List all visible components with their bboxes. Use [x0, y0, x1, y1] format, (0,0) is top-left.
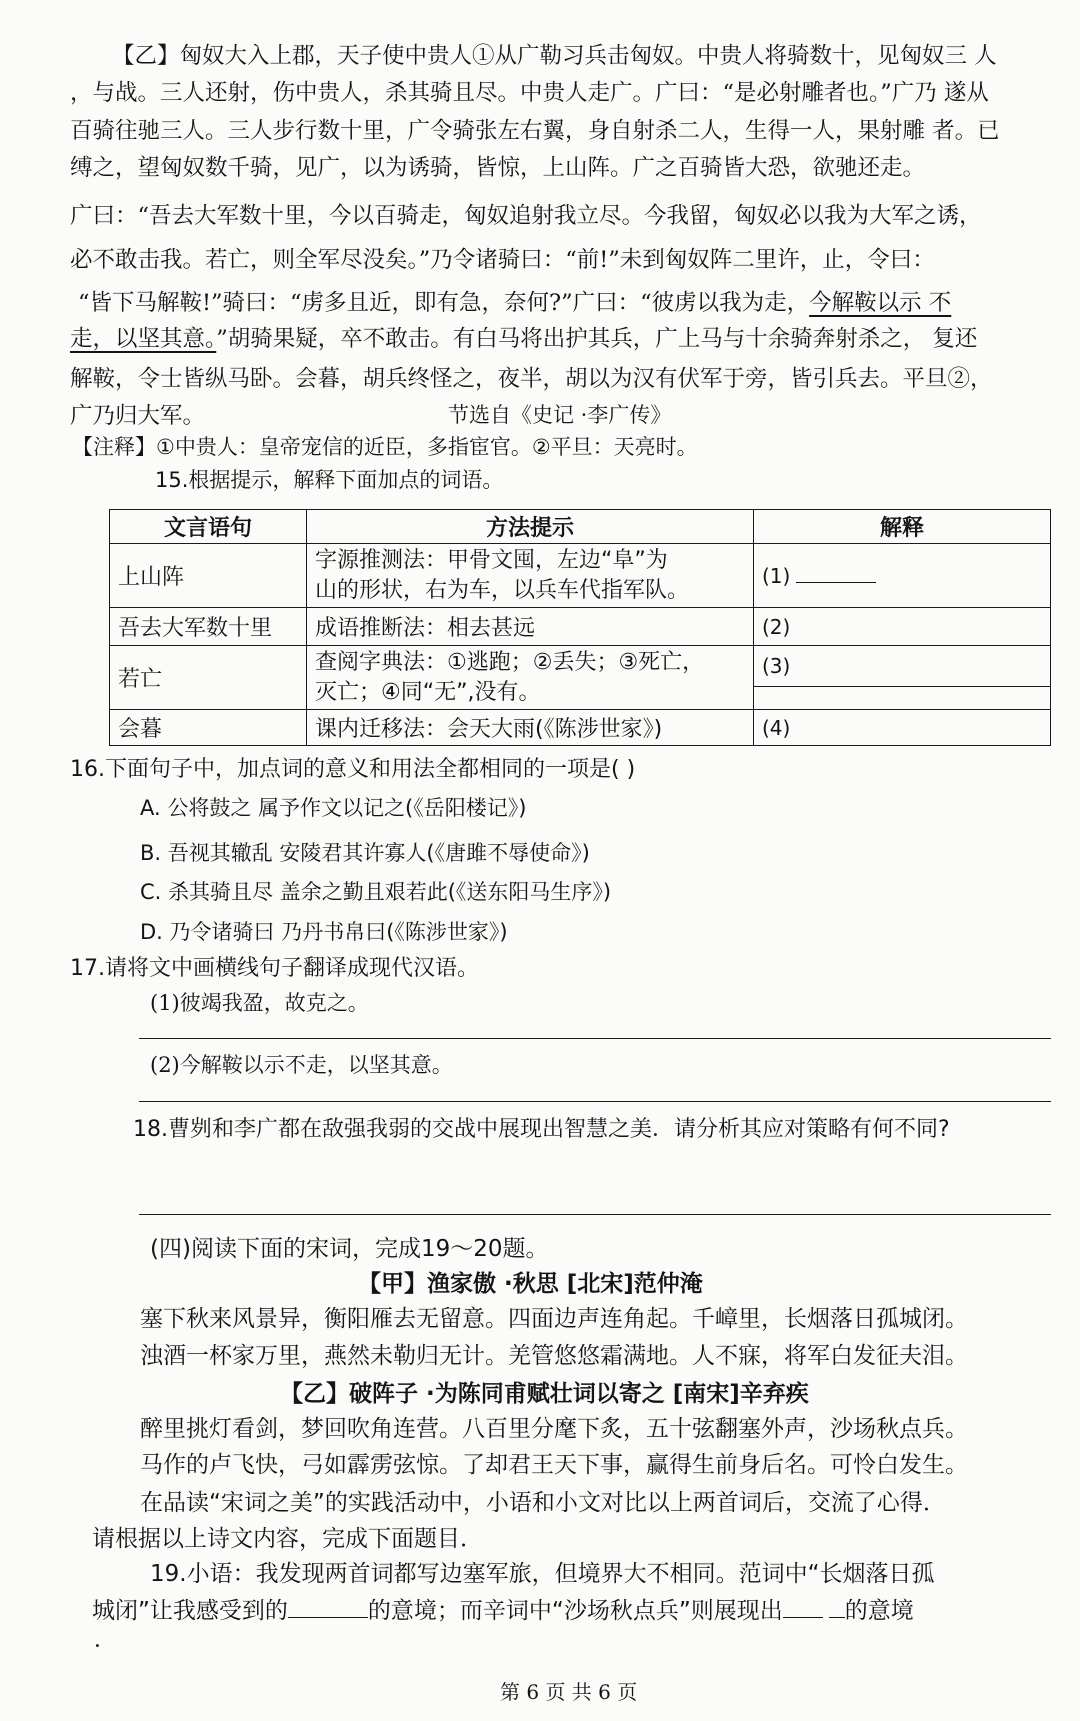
- q18-prompt: 18.曹刿和李广都在敌强我弱的交战中展现出智慧之美．请分析其应对策略有何不同?: [133, 1117, 950, 1142]
- hint-line: 课内迁移法：会天大雨(《陈涉世家》): [315, 717, 663, 742]
- cell-answer[interactable]: [754, 646, 1051, 710]
- cell-sentence: 会暮: [110, 710, 307, 746]
- answer-label: (3): [754, 646, 1050, 687]
- q19-text-b: 的意境；而辛词中“沙场秋点兵”则展现出: [367, 1598, 783, 1624]
- hint-line: 字源推测法：甲骨文囤，左边“阜”为: [315, 547, 668, 573]
- passage-line: 广乃归大军。: [70, 403, 206, 429]
- q19-end-mark: ．: [94, 1628, 117, 1653]
- q19-text: 19.小语：我发现两首词都写边塞军旅，但境界大不相同。范词中“长烟落日孤: [150, 1561, 935, 1587]
- q16-prompt: 16.下面句子中，加点词的意义和用法全都相同的一项是( ): [70, 757, 636, 782]
- header-answer: 解释: [754, 510, 1051, 544]
- cell-answer[interactable]: (2): [754, 608, 1051, 646]
- cell-sentence: 吾去大军数十里: [110, 608, 307, 646]
- q16-option-a[interactable]: A. 公将鼓之 属予作文以记之(《岳阳楼记》): [140, 796, 527, 820]
- q16-option-c[interactable]: C. 杀其骑且尽 盖余之勤且艰若此(《送东阳马生序》): [140, 880, 612, 904]
- passage-line: 广曰：“吾去大军数十里，今以百骑走，匈奴追射我立尽。今我留，匈奴必以我为大军之诱，: [70, 203, 982, 229]
- table-row: [110, 544, 1051, 608]
- cell-sentence: 若亡: [110, 646, 307, 710]
- activity-text: 在品读“宋词之美”的实践活动中，小语和小文对比以上两首词后，交流了心得．: [140, 1490, 946, 1516]
- underlined-sentence-part-1: 今解鞍以示 不: [809, 290, 952, 316]
- section4-intro: (四)阅读下面的宋词，完成19～20题。: [150, 1236, 549, 1262]
- poem2-line: 马作的卢飞快，弓如霹雳弦惊。了却君王天下事，赢得生前身后名。可怜白发生。: [140, 1452, 968, 1478]
- poem1-line: 浊酒一杯家万里，燕然未勒归无计。羌管悠悠霜满地。人不寐，将军白发征夫泪。: [140, 1343, 968, 1369]
- passage-text: ”胡骑果疑，卒不敢击。有白马将出护其兵，广上马与十余骑奔射杀之， 复还: [216, 326, 978, 352]
- cell-hint: [307, 608, 754, 646]
- q19-blank-1[interactable]: [288, 1599, 368, 1618]
- passage-line: [70, 328, 977, 351]
- passage-note: 【注释】①中贵人：皇帝宠信的近臣，多指宦官。②平旦：天亮时。: [72, 435, 698, 459]
- passage-line: 缚之，望匈奴数千骑，见广，以为诱骑，皆惊，上山阵。广之百骑皆大恐，欲驰还走。: [70, 155, 926, 181]
- q16-option-b[interactable]: B. 吾视其辙乱 安陵君其许寡人(《唐雎不辱使命》): [140, 841, 590, 865]
- q16-option-d[interactable]: D. 乃令诸骑曰 乃丹书帛曰(《陈涉世家》): [140, 920, 508, 944]
- q17-sentence-2: (2)今解鞍以示不走，以坚其意。: [150, 1053, 453, 1077]
- header-hint: 方法提示: [307, 510, 754, 544]
- table-row: [110, 646, 1051, 710]
- q19-text-c: 的意境: [844, 1598, 914, 1624]
- underlined-sentence-part-2: 走，以坚其意。: [70, 326, 217, 352]
- passage-line: ，与战。三人还射，伤中贵人，杀其骑且尽。中贵人走广。广曰：“是必射雕者也。”广乃 遂从: [70, 80, 989, 106]
- answer-blank[interactable]: [796, 564, 876, 583]
- answer-line[interactable]: [139, 1101, 1051, 1102]
- table-row: [110, 608, 1051, 646]
- answer-label: (1): [762, 563, 791, 588]
- table-header-row: [110, 510, 1051, 544]
- poem1-title: 【甲】渔家傲 ·秋思 [北宋]范仲淹: [358, 1271, 703, 1297]
- cell-hint: [307, 544, 754, 608]
- passage-text: “皆下马解鞍!”骑曰：“虏多且近，即有急，奈何?”广曰：“彼虏以我为走，: [78, 290, 810, 316]
- q19-blank-2[interactable]: [783, 1599, 823, 1618]
- q15-prompt: 15.根据提示，解释下面加点的词语。: [155, 468, 504, 492]
- table-row: [110, 710, 1051, 746]
- poem2-title: 【乙】破阵子 ·为陈同甫赋壮词以寄之 [南宋]辛弃疾: [280, 1381, 809, 1407]
- passage-line: 必不敢击我。若亡，则全军尽没矣。”乃令诸骑曰：“前!”未到匈奴阵二里许，止，令曰：: [70, 247, 935, 273]
- hint-line: 查阅字典法：①逃跑；②丢失；③死亡，: [315, 649, 705, 675]
- q19-text: [92, 1599, 914, 1623]
- poem2-line: 醉里挑灯看剑，梦回吹角连营。八百里分麾下炙，五十弦翻塞外声，沙场秋点兵。: [140, 1416, 968, 1442]
- hint-line: 灭亡；④同“无”,没有。: [315, 679, 541, 705]
- cell-answer[interactable]: [754, 544, 1051, 608]
- passage-line: 解鞍，令士皆纵马卧。会暮，胡兵终怪之，夜半，胡以为汉有伏军于旁，皆引兵去。平旦②，: [70, 366, 993, 392]
- q17-prompt: 17.请将文中画横线句子翻译成现代汉语。: [70, 956, 479, 981]
- answer-line[interactable]: [139, 1214, 1051, 1215]
- hint-line: 山的形状，右为车，以兵车代指军队。: [315, 577, 690, 603]
- activity-text: 请根据以上诗文内容，完成下面题目．: [92, 1526, 483, 1552]
- q19-text-a: 城闭”让我感受到的: [92, 1598, 288, 1624]
- q15-table: [109, 509, 1051, 746]
- cell-sentence: 上山阵: [110, 544, 307, 608]
- answer-extra-line[interactable]: [754, 687, 1050, 709]
- q19-blank-2b[interactable]: [829, 1599, 845, 1618]
- hint-line: 成语推断法：相去甚远: [315, 616, 536, 641]
- page-footer: 第 6 页 共 6 页: [500, 1680, 638, 1704]
- cell-hint: [307, 710, 754, 746]
- passage-line: 【乙】匈奴大入上郡，天子使中贵人①从广勒习兵击匈奴。中贵人将骑数十，见匈奴三 人: [112, 43, 997, 69]
- passage-line: [78, 292, 951, 315]
- cell-answer[interactable]: (4): [754, 710, 1051, 746]
- passage-source: 节选自《史记 ·李广传》: [448, 403, 672, 427]
- header-sentence: 文言语句: [110, 510, 307, 544]
- cell-hint: [307, 646, 754, 710]
- answer-line[interactable]: [139, 1038, 1051, 1039]
- q17-sentence-1: (1)彼竭我盈，故克之。: [150, 991, 369, 1015]
- poem1-line: 塞下秋来风景异，衡阳雁去无留意。四面边声连角起。千嶂里，长烟落日孤城闭。: [140, 1306, 968, 1332]
- passage-line: 百骑往驰三人。三人步行数十里，广令骑张左右翼，身自射杀二人，生得一人，果射雕 者。已: [70, 118, 1000, 144]
